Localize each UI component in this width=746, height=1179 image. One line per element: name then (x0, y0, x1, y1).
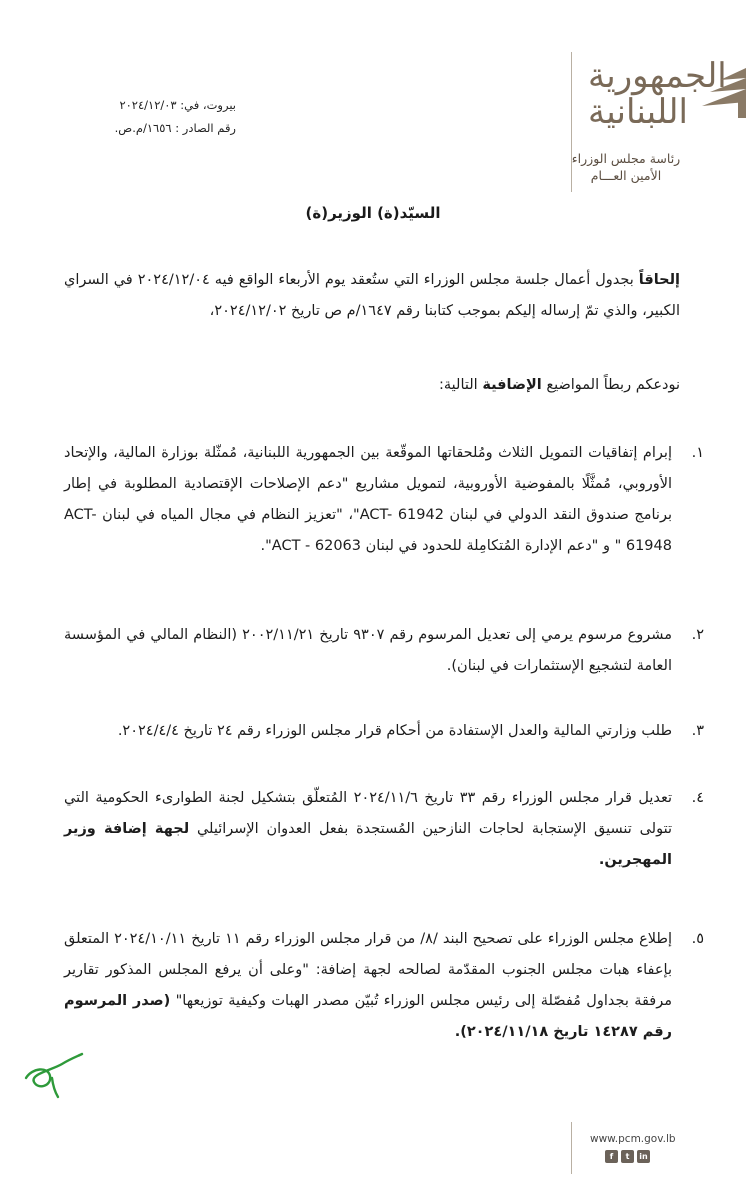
item-1-code-1: ACT- 61942 (359, 507, 444, 523)
item-1-part-c: " و "دعم الإدارة المُتكامِلة للحدود في لبنان (361, 538, 626, 554)
cedar-emblem-icon (702, 62, 746, 122)
header-divider (571, 52, 572, 192)
website-link[interactable]: www.pcm.gov.lb (590, 1133, 676, 1145)
note-bold: الإضافية (482, 377, 542, 393)
footer-divider (571, 1122, 572, 1174)
presidency-line-2: الأمين العـــام (590, 168, 662, 183)
social-icons (605, 1150, 650, 1163)
item-number: ١. (691, 445, 704, 461)
item-1-part-b: "، "تعزيز النظام في مجال المياه في لبنان (96, 507, 360, 523)
intro-lead: إلحاقاً (638, 272, 681, 288)
republic-line-2: اللبنانية (588, 92, 688, 132)
list-item (64, 438, 704, 562)
list-item (64, 924, 704, 1048)
item-text: طلب وزارتي المالية والعدل الإستفادة من أحكام قرار مجلس الوزراء رقم ٢٤ تاريخ ٢٠٢٤/٤/٤. (117, 723, 672, 739)
item-1-part-a: إبرام إتفاقيات التمويل الثلاث ومُلحقاتها الموقّعة بين الجمهورية اللبنانية، مُمثّلة بوزارة المالية، والإتحاد الأوروبي، مُمثَّلًا بالمفوضية الأوروبية، لتمويل مشاريع "دعم الإصلاحات الإقتصادية المطلوبة في إطار برنامج صندوق النقد الدولي في لبنان (64, 445, 672, 523)
presidency-line-1: رئاسة مجلس الوزراء (571, 151, 681, 166)
list-item (64, 716, 704, 747)
item-text (64, 438, 672, 562)
facebook-icon[interactable]: f (605, 1150, 618, 1163)
item-5-text: إطلاع مجلس الوزراء على تصحيح البند /٨/ من قرار مجلس الوزراء رقم ١١ تاريخ ٢٠٢٤/١٠/١١ المتعلق بإعفاء هبات مجلس الجنوب المقدّمة لصالحه لجهة إضافة: "وعلى أن يرفع المجلس المذكور تقارير مرفقة بجداول مُفصّلة إلى رئيس مجلس الوزراء تُبيّن مصدر الهبات وكيفية توزيعها" (64, 931, 673, 1009)
republic-line-1: الجمهورية (588, 56, 727, 96)
list-item (64, 620, 704, 682)
list-item (64, 783, 704, 876)
twitter-icon[interactable]: t (621, 1150, 634, 1163)
item-5-bold: (صدر المرسوم رقم ١٤٢٨٧ تاريخ ٢٠٢٤/١١/١٨). (64, 993, 672, 1040)
item-number: ٣. (691, 723, 704, 739)
linkedin-icon[interactable]: in (637, 1150, 650, 1163)
item-number: ٢. (691, 627, 704, 643)
topics-note (64, 370, 680, 401)
reference-number: رقم الصادر : ١٦٥٦/م.ص. (114, 121, 236, 135)
item-4-text: تعديل قرار مجلس الوزراء رقم ٣٣ تاريخ ٢٠٢٤/١١/٦ المُتعلّق بتشكيل لجنة الطوارىء الحكومية التي تتولى تنسيق الإستجابة لحاجات النازحين المُستجدة بفعل العدوان الإسرائيلي (64, 790, 673, 837)
document-meta (96, 94, 236, 140)
intro-text: بجدول أعمال جلسة مجلس الوزراء التي ستُعقد يوم الأربعاء الواقع فيه ٢٠٢٤/١٢/٠٤ في السراي الكبير، والذي تمّ إرساله إليكم بموجب كتابنا رقم ١٦٤٧/م ص تاريخ ٢٠٢٤/١٢/٠٢، (64, 272, 680, 319)
item-1-code-2: ACT- 61948 (64, 507, 672, 554)
item-number: ٥. (691, 931, 704, 947)
addressee-heading: السيّد(ة) الوزير(ة) (305, 204, 441, 222)
intro-paragraph (64, 265, 680, 327)
signature-initial-icon (22, 1050, 86, 1100)
note-post: التالية: (439, 377, 483, 393)
item-4-bold: لجهة إضافة وزير المهجرين. (64, 821, 672, 868)
item-text (64, 783, 672, 876)
place-date: بيروت، في: ٢٠٢٤/١٢/٠٣ (119, 98, 236, 112)
item-text (64, 924, 672, 1048)
item-number: ٤. (691, 790, 704, 806)
note-pre: نودعكم ربطاً المواضيع (541, 377, 680, 393)
item-text: مشروع مرسوم يرمي إلى تعديل المرسوم رقم ٩٣٠٧ تاريخ ٢٠٠٢/١١/٢١ (النظام المالي في المؤسسة العامة لتشجيع الإستثمارات في لبنان). (64, 627, 672, 674)
item-1-part-d: ". (260, 538, 272, 554)
item-1-code-3: ACT - 62063 (271, 538, 362, 554)
presidency-label (566, 150, 686, 184)
republic-logo-text (588, 56, 727, 132)
